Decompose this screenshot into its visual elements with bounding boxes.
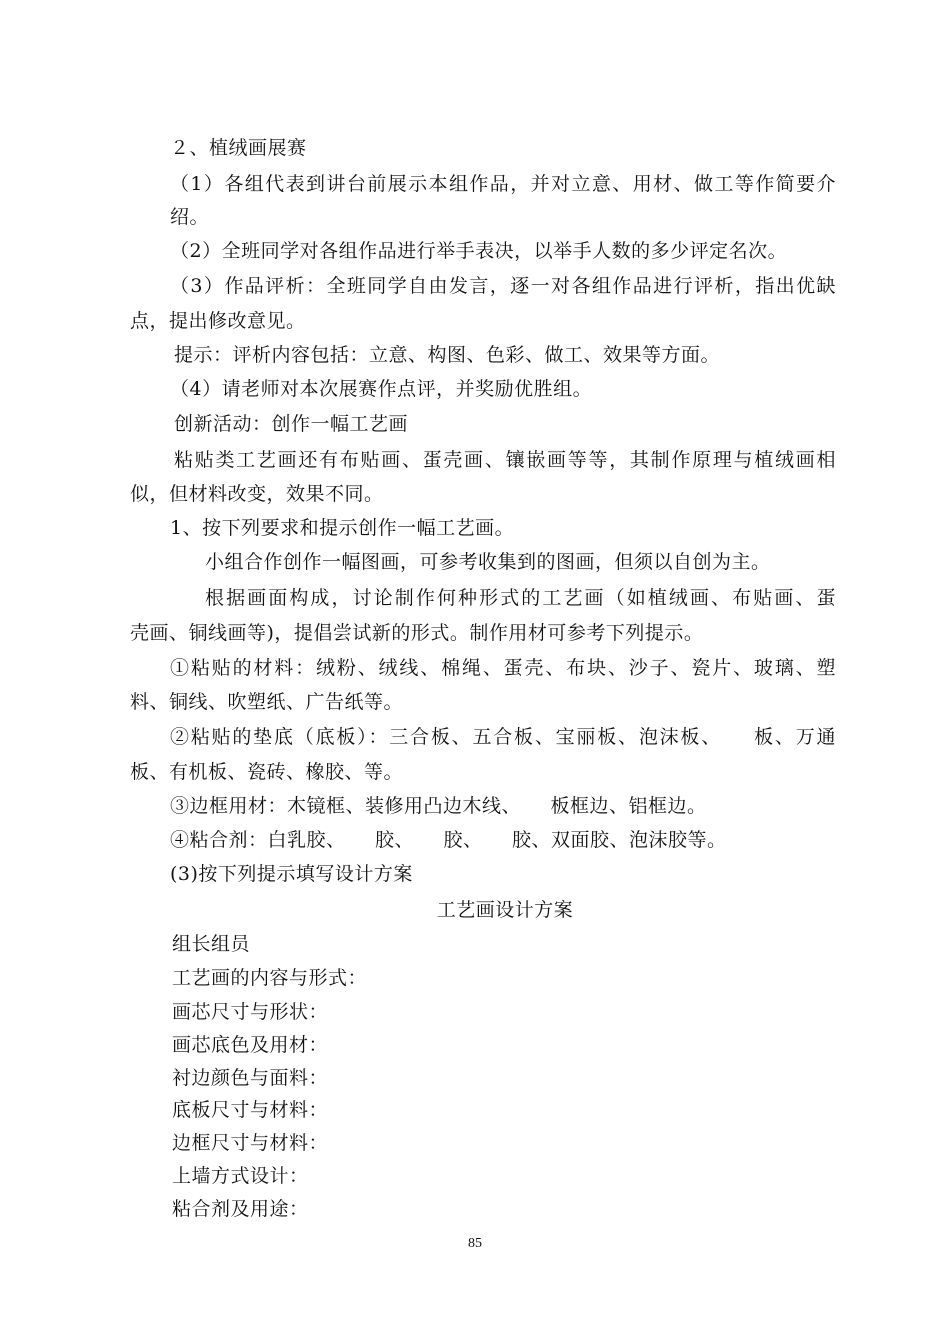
form-field-label: 底板尺寸与材料： <box>172 1099 329 1121</box>
paragraph-line: 似，但材料改变，效果不同。 <box>130 483 384 505</box>
form-field-label: 粘合剂及用途： <box>172 1198 309 1220</box>
paragraph-line: 根据画面构成，讨论制作何种形式的工艺画（如植绒画、布贴画、蛋 <box>205 587 836 609</box>
plan-title: 工艺画设计方案 <box>436 899 574 921</box>
paragraph-line: 1、按下列要求和提示创作一幅工艺画。 <box>170 517 515 539</box>
form-field-label: 边框尺寸与材料： <box>172 1132 329 1154</box>
paragraph-line: 板、有机板、瓷砖、橡胶、等。 <box>130 761 404 783</box>
paragraph-line: 提示：评析内容包括：立意、构图、色彩、做工、效果等方面。 <box>174 344 721 366</box>
paragraph-line: 壳画、铜线画等)，提倡尝试新的形式。制作用材可参考下列提示。 <box>130 622 704 644</box>
paragraph-line: 料、铜线、吹塑纸、广告纸等。 <box>130 691 404 713</box>
paragraph-line: 点，提出修改意见。 <box>130 310 306 332</box>
paragraph-line: ③边框用材：木镜框、装修用凸边木线、 板框边、铝框边。 <box>170 795 707 817</box>
paragraph-line: （3）作品评析：全班同学自由发言，逐一对各组作品进行评析，指出优缺 <box>170 275 836 297</box>
paragraph-line: 粘贴类工艺画还有布贴画、蛋壳画、镶嵌画等等，其制作原理与植绒画相 <box>174 449 836 471</box>
paragraph-line: ②粘贴的垫底（底板）：三合板、五合板、宝丽板、泡沫板、 板、万通 <box>170 726 836 748</box>
paragraph-line: （4）请老师对本次展赛作点评，并奖励优胜组。 <box>170 378 593 400</box>
page-number: 85 <box>468 1236 482 1251</box>
form-field-label: 画芯尺寸与形状： <box>172 1001 329 1023</box>
subsection-heading: 创新活动：创作一幅工艺画 <box>174 413 409 435</box>
paragraph-line: （2）全班同学对各组作品进行举手表决，以举手人数的多少评定名次。 <box>170 240 788 262</box>
paragraph-line: 绍。 <box>170 206 210 228</box>
section-heading: ２、植绒画展赛 <box>170 137 307 159</box>
form-field-label: 组长组员 <box>172 933 251 955</box>
form-field-label: 上墙方式设计： <box>172 1165 309 1187</box>
paragraph-line: (3)按下列提示填写设计方案 <box>170 863 413 885</box>
form-field-label: 工艺画的内容与形式： <box>172 967 368 989</box>
paragraph-line: 小组合作创作一幅图画，可参考收集到的图画，但须以自创为主。 <box>205 551 771 573</box>
form-field-label: 画芯底色及用材： <box>172 1034 329 1056</box>
paragraph-line: （1）各组代表到讲台前展示本组作品，并对立意、用材、做工等作简要介 <box>170 173 836 195</box>
paragraph-line: ④粘合剂：白乳胶、 胶、 胶、 胶、双面胶、泡沫胶等。 <box>170 829 727 851</box>
paragraph-line: ①粘贴的材料：绒粉、绒线、棉绳、蛋壳、布块、沙子、瓷片、玻璃、塑 <box>170 657 836 679</box>
form-field-label: 衬边颜色与面料： <box>172 1067 329 1089</box>
